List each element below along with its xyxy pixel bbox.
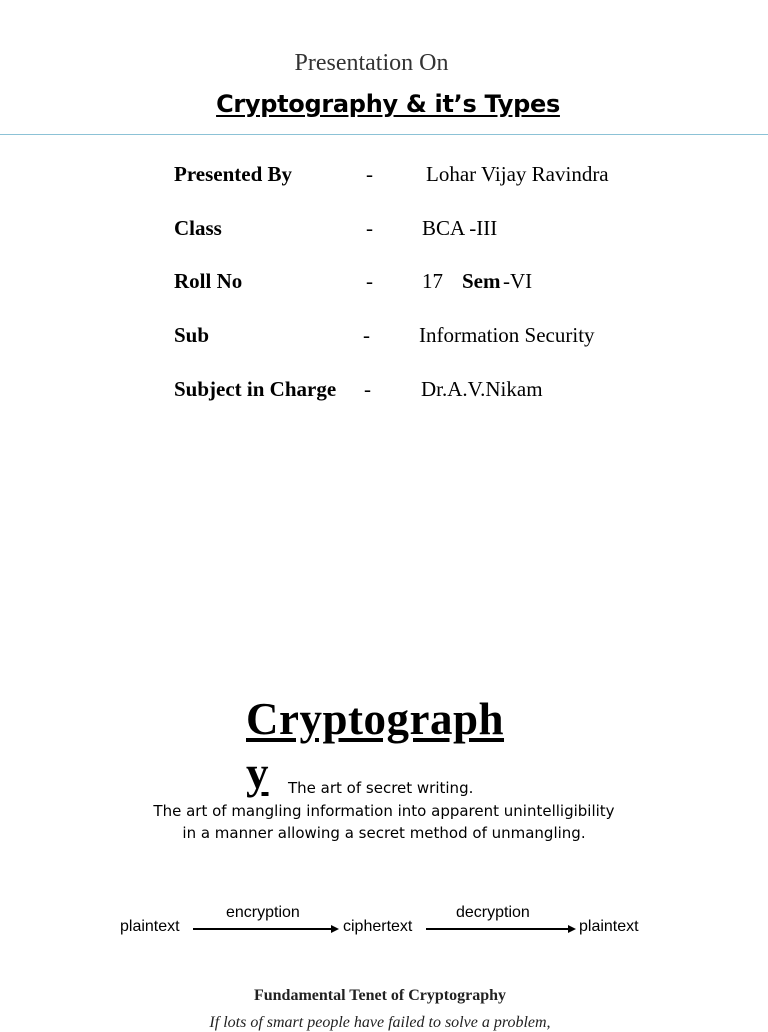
definition-line-2: The art of mangling information into apparent unintelligibility bbox=[153, 802, 615, 820]
cryptography-heading-wrap: y bbox=[246, 748, 269, 798]
definition-line-1: The art of secret writing. bbox=[288, 779, 474, 797]
tenet-title: Fundamental Tenet of Cryptography bbox=[253, 987, 507, 1004]
info-value: Lohar Vijay Ravindra bbox=[426, 162, 609, 186]
info-dash: - bbox=[364, 377, 371, 401]
flow-ciphertext: ciphertext bbox=[343, 918, 413, 935]
sem-label: Sem bbox=[462, 269, 501, 293]
info-label: Sub bbox=[174, 323, 210, 347]
info-label: Presented By bbox=[174, 162, 293, 186]
flow-encryption-label: encryption bbox=[226, 904, 300, 921]
decryption-arrow-head-icon bbox=[568, 925, 576, 933]
presentation-title: Cryptography & it’s Types bbox=[216, 90, 560, 118]
info-dash: - bbox=[363, 323, 370, 347]
flow-decryption-label: decryption bbox=[456, 904, 530, 921]
encryption-arrow-head-icon bbox=[331, 925, 339, 933]
info-label: Subject in Charge bbox=[174, 377, 337, 401]
flow-plaintext-start: plaintext bbox=[120, 918, 180, 935]
info-value: 17 bbox=[422, 269, 443, 293]
sem-value: -VI bbox=[503, 269, 533, 293]
info-label: Roll No bbox=[174, 269, 243, 293]
info-label: Class bbox=[174, 216, 222, 240]
info-value: Dr.A.V.Nikam bbox=[421, 377, 543, 401]
encryption-arrow-line bbox=[193, 928, 331, 930]
cryptography-heading: Cryptograph bbox=[246, 694, 505, 744]
decryption-arrow-line bbox=[426, 928, 568, 930]
info-value: BCA -III bbox=[422, 216, 498, 240]
info-dash: - bbox=[366, 269, 373, 293]
definition-line-3: in a manner allowing a secret method of unmangling. bbox=[182, 824, 586, 842]
presentation-subtitle: Presentation On bbox=[294, 50, 449, 76]
title-divider bbox=[0, 134, 768, 135]
info-value: Information Security bbox=[419, 323, 595, 347]
tenet-quote: If lots of smart people have failed to solve a problem, bbox=[209, 1014, 551, 1031]
flow-plaintext-end: plaintext bbox=[579, 918, 639, 935]
info-dash: - bbox=[366, 216, 373, 240]
info-dash: - bbox=[366, 162, 373, 186]
